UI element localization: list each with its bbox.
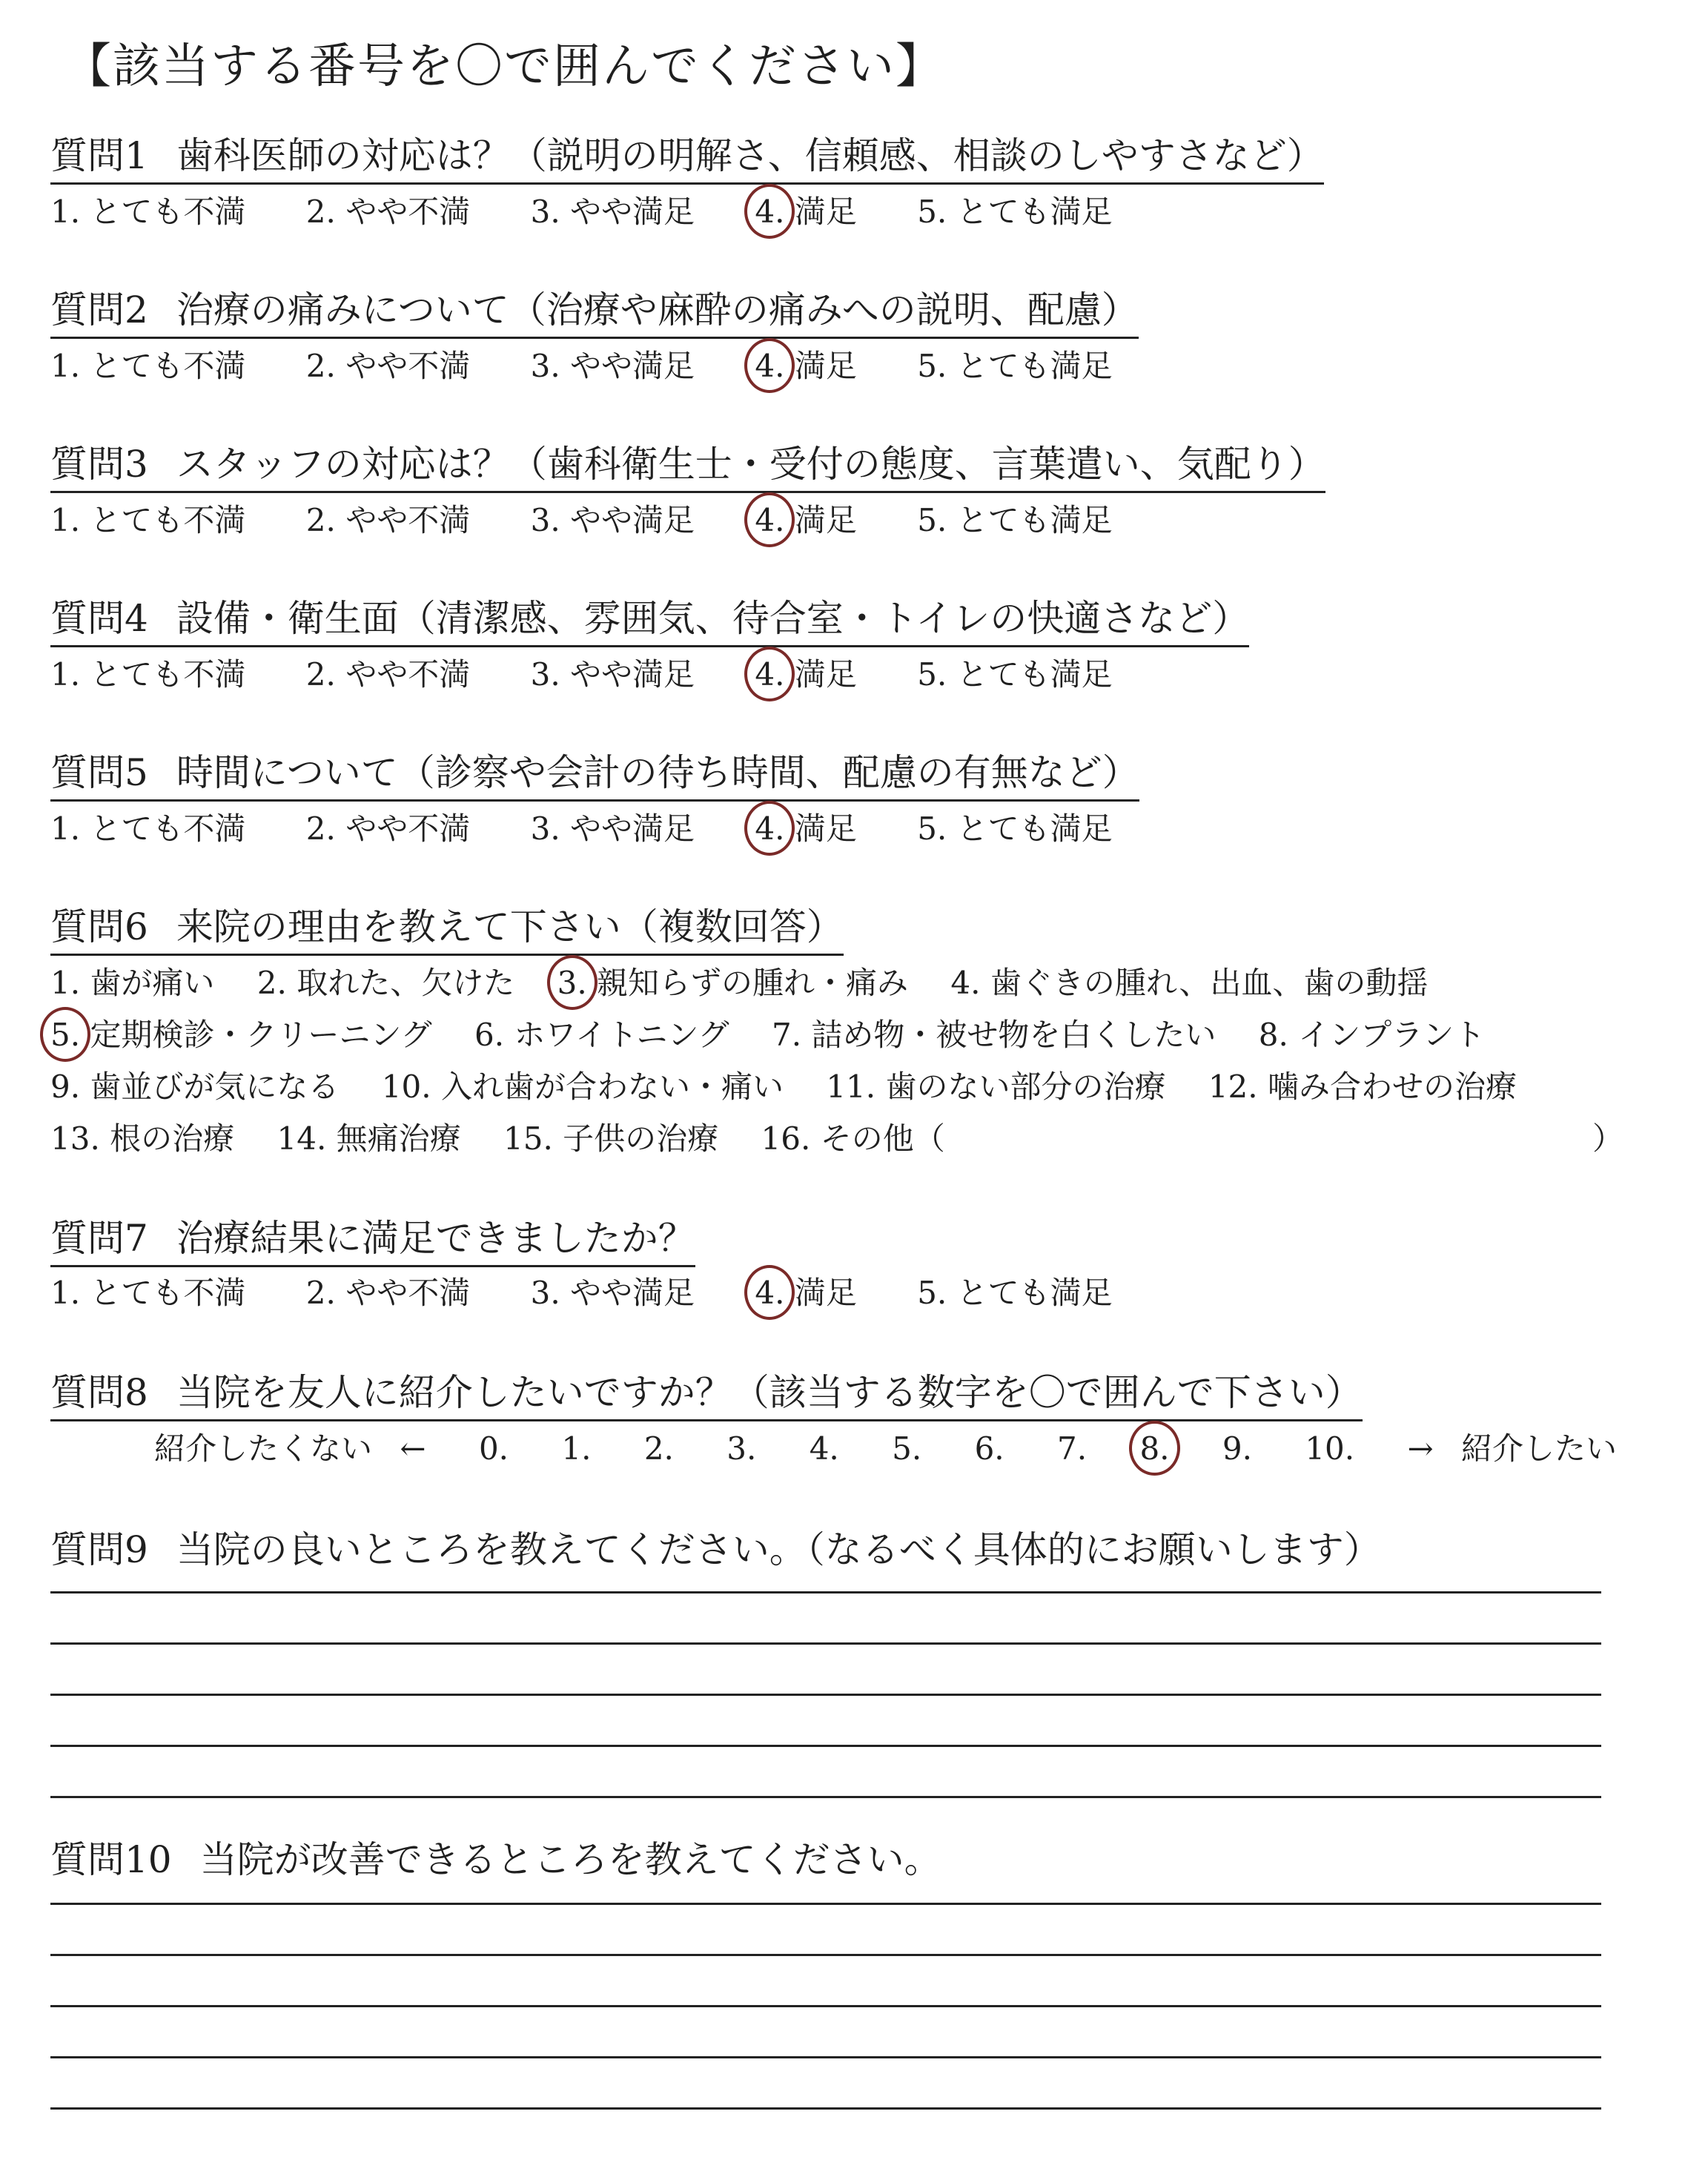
- question-text: 時間について（診察や会計の待ち時間、配慮の有無など）: [176, 751, 1139, 794]
- option-1[interactable]: 1. とても不満: [50, 656, 246, 693]
- question-text: 治療結果に満足できましたか？: [176, 1217, 695, 1260]
- option-4[interactable]: [755, 500, 856, 541]
- option-2[interactable]: 2. やや不満: [305, 502, 471, 538]
- option-5[interactable]: 5. とても満足: [917, 810, 1113, 847]
- question-10-heading: [50, 1837, 941, 1882]
- option-4-number-circled: 4.: [755, 654, 784, 696]
- question-4-heading: [50, 596, 1249, 647]
- question-7-heading: [50, 1216, 695, 1267]
- option-2[interactable]: 2. やや不満: [305, 348, 471, 384]
- option-4-number-circled: 4.: [755, 191, 784, 233]
- option-4-label: 満足: [794, 348, 857, 384]
- scale-3[interactable]: 3.: [726, 1430, 757, 1467]
- question-number: 質問9: [50, 1528, 148, 1571]
- question-text: 当院が改善できるところを教えてください。: [199, 1838, 941, 1881]
- question-number: 質問6: [50, 905, 148, 948]
- option-5[interactable]: 5. とても満足: [917, 1275, 1113, 1311]
- reason-option-11[interactable]: 11. 歯のない部分の治療: [826, 1069, 1166, 1105]
- recommend-scale: [154, 1428, 1635, 1470]
- answer-line[interactable]: [50, 1694, 1601, 1696]
- answer-line[interactable]: [50, 1642, 1601, 1645]
- option-4-label: 満足: [794, 1275, 857, 1311]
- question-number: 質問10: [50, 1838, 172, 1881]
- option-3[interactable]: 3. やや満足: [530, 348, 695, 384]
- reason-option-13[interactable]: 13. 根の治療: [50, 1120, 235, 1157]
- question-number: 質問2: [50, 288, 148, 331]
- scale-left-label: 紹介したくない: [154, 1430, 373, 1467]
- question-text: 当院を友人に紹介したいですか？（該当する数字を〇で囲んで下さい）: [176, 1371, 1363, 1414]
- option-3[interactable]: 3. やや満足: [530, 810, 695, 847]
- option-4-number-circled: 4.: [755, 346, 784, 387]
- question-text: 来院の理由を教えて下さい（複数回答）: [176, 905, 844, 948]
- scale-6[interactable]: 6.: [974, 1430, 1004, 1467]
- page-title: 【該当する番号を〇で囲んでください】: [64, 39, 944, 94]
- reason-option-4[interactable]: 4. 歯ぐきの腫れ、出血、歯の動揺: [950, 965, 1429, 1001]
- option-1[interactable]: 1. とても不満: [50, 348, 246, 384]
- question-8-heading: [50, 1370, 1363, 1421]
- option-1[interactable]: 1. とても不満: [50, 810, 246, 847]
- question-number: 質問4: [50, 597, 148, 640]
- question-number: 質問5: [50, 751, 148, 794]
- question-6-row-1: [50, 962, 1428, 1004]
- reason-5-label: 定期検診・クリーニング: [90, 1017, 432, 1053]
- option-3[interactable]: 3. やや満足: [530, 656, 695, 693]
- question-2-heading: [50, 288, 1139, 339]
- scale-8-circled[interactable]: 8.: [1139, 1428, 1169, 1470]
- option-4-number-circled: 4.: [755, 808, 784, 850]
- question-number: 質問3: [50, 443, 148, 486]
- reason-5-number-circled: 5.: [50, 1014, 80, 1056]
- option-4-label: 満足: [794, 810, 857, 847]
- option-4-label: 満足: [794, 502, 857, 538]
- question-1-heading: [50, 133, 1324, 185]
- option-4-label: 満足: [794, 194, 857, 230]
- scale-7[interactable]: 7.: [1057, 1430, 1088, 1467]
- question-2-options: [50, 346, 1113, 387]
- option-5[interactable]: 5. とても満足: [917, 194, 1113, 230]
- option-3[interactable]: 3. やや満足: [530, 194, 695, 230]
- reason-option-3[interactable]: [557, 962, 908, 1004]
- question-text: 治療の痛みについて（治療や麻酔の痛みへの説明、配慮）: [176, 288, 1139, 331]
- option-3[interactable]: 3. やや満足: [530, 502, 695, 538]
- question-number: 質問8: [50, 1371, 148, 1414]
- question-6-row-4: [50, 1118, 1624, 1160]
- question-3-heading: [50, 442, 1325, 493]
- answer-line[interactable]: [50, 1903, 1601, 1905]
- question-number: 質問7: [50, 1217, 148, 1260]
- question-6-row-2: [50, 1014, 1485, 1056]
- option-1[interactable]: 1. とても不満: [50, 502, 246, 538]
- option-4[interactable]: [755, 808, 856, 850]
- question-6-heading: [50, 905, 844, 956]
- option-4[interactable]: [755, 654, 856, 696]
- reason-option-2[interactable]: 2. 取れた、欠けた: [256, 965, 515, 1001]
- option-4[interactable]: [755, 346, 856, 387]
- reason-3-label: 親知らずの腫れ・痛み: [597, 965, 909, 1001]
- scale-10[interactable]: 10.: [1305, 1430, 1355, 1467]
- question-3-options: [50, 500, 1113, 541]
- answer-line[interactable]: [50, 1796, 1601, 1798]
- option-2[interactable]: 2. やや不満: [305, 656, 471, 693]
- right-arrow-icon: →: [1407, 1430, 1434, 1467]
- scale-2[interactable]: 2.: [643, 1430, 674, 1467]
- answer-line[interactable]: [50, 1591, 1601, 1593]
- answer-line[interactable]: [50, 2005, 1601, 2007]
- option-4-number-circled: 4.: [755, 500, 784, 541]
- scale-5[interactable]: 5.: [892, 1430, 922, 1467]
- reason-option-14[interactable]: 14. 無痛治療: [277, 1120, 461, 1157]
- reason-option-16[interactable]: 16. その他（: [761, 1120, 945, 1157]
- option-5[interactable]: 5. とても満足: [917, 348, 1113, 384]
- scale-0[interactable]: 0.: [478, 1430, 509, 1467]
- question-text: スタッフの対応は？（歯科衛生士・受付の態度、言葉遣い、気配り）: [176, 443, 1325, 486]
- reason-option-10[interactable]: 10. 入れ歯が合わない・痛い: [381, 1069, 784, 1105]
- option-5[interactable]: 5. とても満足: [917, 656, 1113, 693]
- reason-option-8[interactable]: 8. インプラント: [1258, 1017, 1486, 1053]
- reason-option-15[interactable]: 15. 子供の治療: [503, 1120, 719, 1157]
- scale-1[interactable]: 1.: [561, 1430, 592, 1467]
- scale-right-label: 紹介したい: [1461, 1430, 1618, 1467]
- option-1[interactable]: 1. とても不満: [50, 1275, 246, 1311]
- reason-option-1[interactable]: 1. 歯が痛い: [50, 965, 215, 1001]
- option-2[interactable]: 2. やや不満: [305, 1275, 471, 1311]
- question-9-heading: [50, 1527, 1381, 1572]
- answer-line[interactable]: [50, 1954, 1601, 1956]
- question-number: 質問1: [50, 134, 148, 177]
- question-text: 設備・衛生面（清潔感、雰囲気、待合室・トイレの快適さなど）: [176, 597, 1250, 640]
- other-close-paren: ）: [1592, 1120, 1624, 1157]
- scale-9[interactable]: 9.: [1222, 1430, 1252, 1467]
- option-2[interactable]: 2. やや不満: [305, 194, 471, 230]
- answer-line[interactable]: [50, 2107, 1601, 2110]
- question-7-options: [50, 1272, 1113, 1314]
- answer-line[interactable]: [50, 2056, 1601, 2058]
- option-5[interactable]: 5. とても満足: [917, 502, 1113, 538]
- answer-line[interactable]: [50, 1745, 1601, 1747]
- reason-option-5[interactable]: [50, 1014, 432, 1056]
- reason-option-6[interactable]: 6. ホワイトニング: [474, 1017, 729, 1053]
- left-arrow-icon: ←: [400, 1430, 426, 1467]
- question-5-options: [50, 808, 1113, 850]
- option-4-number-circled: 4.: [755, 1272, 784, 1314]
- option-2[interactable]: 2. やや不満: [305, 810, 471, 847]
- reason-option-7[interactable]: 7. 詰め物・被せ物を白くしたい: [771, 1017, 1217, 1053]
- option-1[interactable]: 1. とても不満: [50, 194, 246, 230]
- reason-option-9[interactable]: 9. 歯並びが気になる: [50, 1069, 340, 1105]
- option-3[interactable]: 3. やや満足: [530, 1275, 695, 1311]
- scale-4[interactable]: 4.: [809, 1430, 839, 1467]
- option-4-label: 満足: [794, 656, 857, 693]
- option-4[interactable]: [755, 191, 856, 233]
- reason-option-12[interactable]: 12. 噛み合わせの治療: [1208, 1069, 1517, 1105]
- question-6-row-3: [50, 1066, 1517, 1108]
- question-1-options: [50, 191, 1113, 233]
- question-text: 歯科医師の対応は？（説明の明解さ、信頼感、相談のしやすさなど）: [176, 134, 1324, 177]
- reason-3-number-circled: 3.: [557, 962, 587, 1004]
- question-5-heading: [50, 750, 1139, 802]
- question-4-options: [50, 654, 1113, 696]
- question-text: 当院の良いところを教えてください。（なるべく具体的にお願いします）: [176, 1528, 1381, 1571]
- option-4[interactable]: [755, 1272, 856, 1314]
